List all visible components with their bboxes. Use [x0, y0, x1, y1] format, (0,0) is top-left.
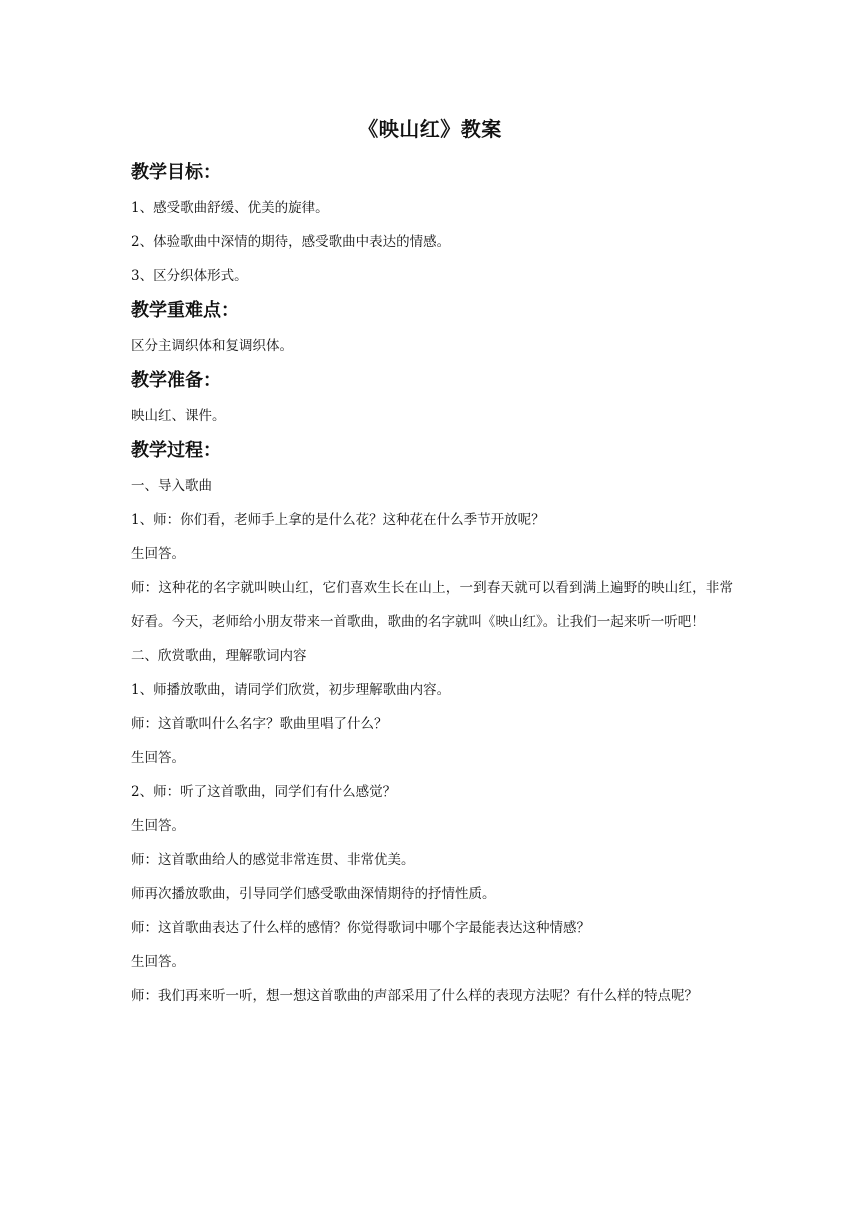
process-step: 师：我们再来听一听，想一想这首歌曲的声部采用了什么样的表现方法呢？有什么样的特点呢？ — [131, 988, 698, 1004]
objective-item: 3、区分织体形式。 — [131, 268, 248, 284]
process-step: 生回答。 — [131, 750, 185, 766]
process-step: 生回答。 — [131, 954, 185, 970]
objective-item: 1、感受歌曲舒缓、优美的旋律。 — [131, 200, 329, 216]
process-step: 二、欣赏歌曲，理解歌词内容 — [131, 648, 307, 664]
process-step: 师：这首歌叫什么名字？歌曲里唱了什么？ — [131, 716, 388, 732]
process-step: 生回答。 — [131, 818, 185, 834]
process-step: 师：这种花的名字就叫映山红，它们喜欢生长在山上，一到春天就可以看到满上遍野的映山红，非常好看。今天，老师给小朋友带来一首歌曲，歌曲的名字就叫《映山红》。让我们一起来听一听吧！ — [131, 580, 733, 630]
process-step: 师再次播放歌曲，引导同学们感受歌曲深情期待的抒情性质。 — [131, 886, 496, 902]
process-step: 1、师：你们看，老师手上拿的是什么花？这种花在什么季节开放呢？ — [131, 512, 545, 528]
process-step: 2、师：听了这首歌曲，同学们有什么感觉？ — [131, 784, 397, 800]
preparation-heading: 教学准备： — [131, 370, 221, 391]
objectives-heading: 教学目标： — [131, 162, 221, 183]
preparation-item: 映山红、课件。 — [131, 408, 226, 424]
process-step: 师：这首歌曲表达了什么样的感情？你觉得歌词中哪个字最能表达这种情感？ — [131, 920, 590, 936]
objective-item: 2、体验歌曲中深情的期待，感受歌曲中表达的情感。 — [131, 234, 451, 250]
process-step: 一、导入歌曲 — [131, 478, 212, 494]
process-heading: 教学过程： — [131, 440, 221, 461]
key-points-heading: 教学重难点： — [131, 300, 239, 321]
key-point-item: 区分主调织体和复调织体。 — [131, 338, 293, 354]
document-title: 《映山红》教案 — [358, 117, 502, 141]
process-step: 师：这首歌曲给人的感觉非常连贯、非常优美。 — [131, 852, 415, 868]
process-step: 1、师播放歌曲，请同学们欣赏，初步理解歌曲内容。 — [131, 682, 451, 698]
process-step: 生回答。 — [131, 546, 185, 562]
document-body — [131, 155, 733, 1013]
